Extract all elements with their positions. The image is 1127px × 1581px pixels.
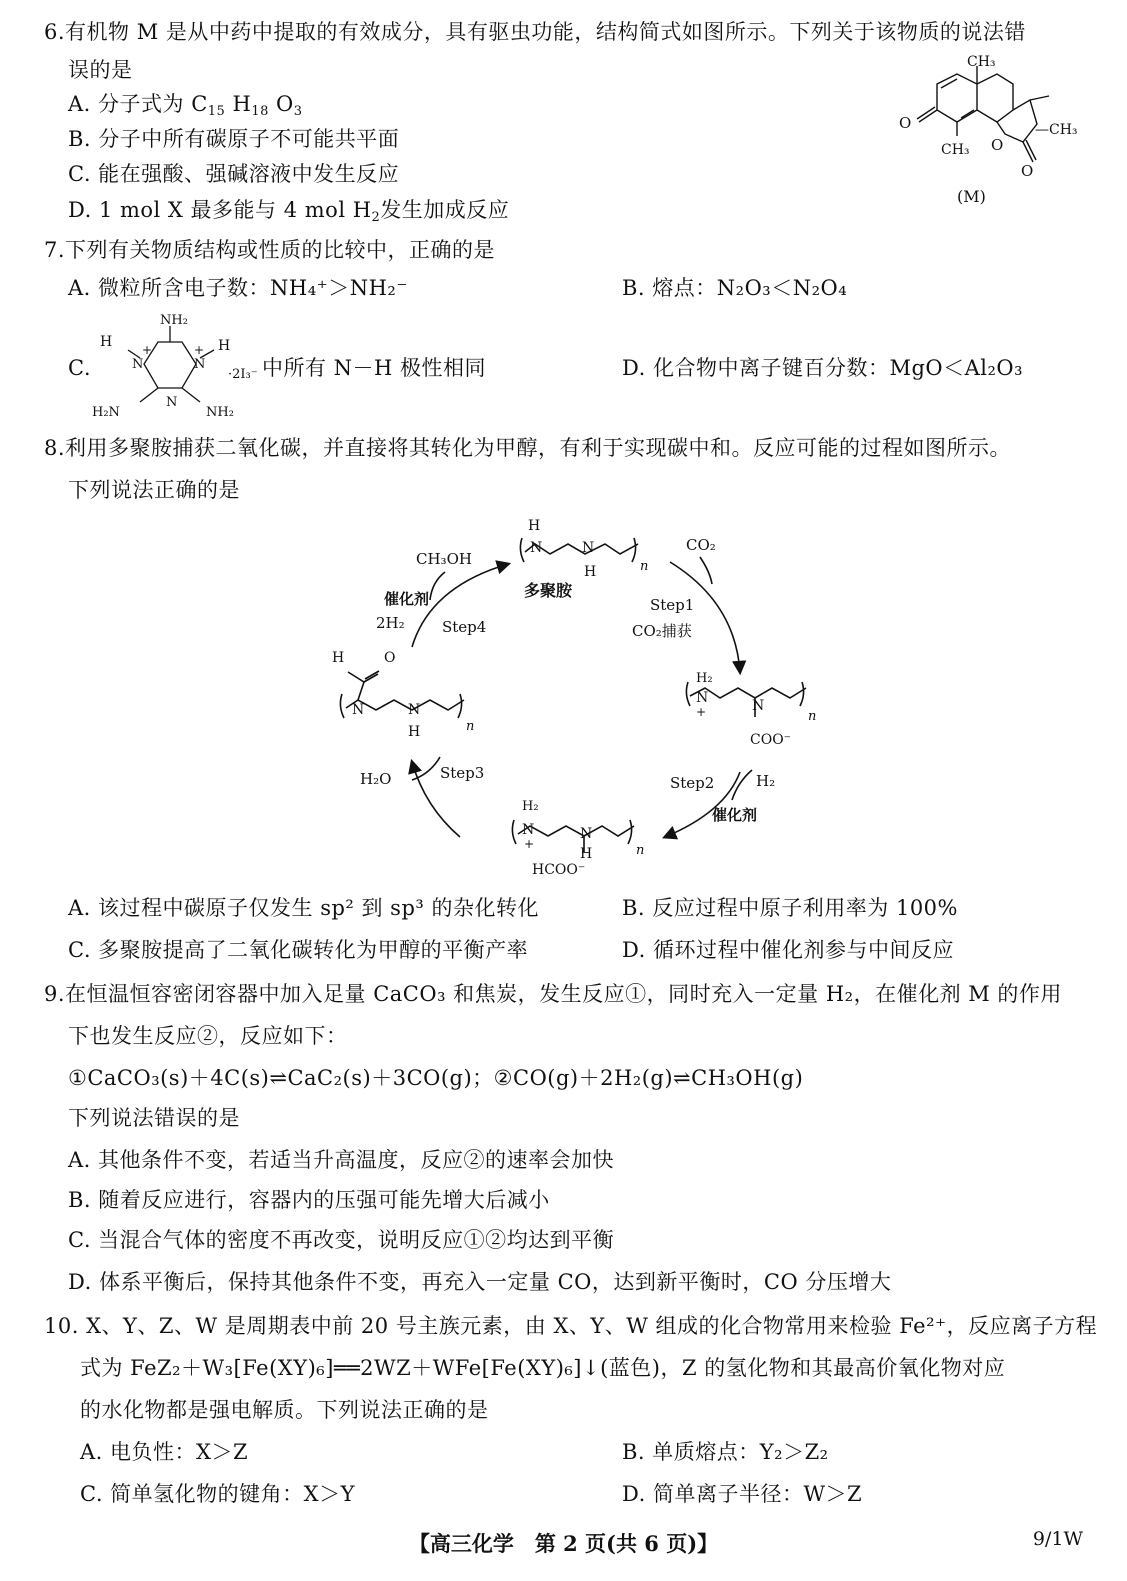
step2-label: Step2 — [670, 774, 715, 792]
triazine-cation-structure — [88, 306, 268, 424]
q8-option-c: C. 多聚胺提高了二氧化碳转化为甲醇的平衡产率 — [68, 938, 529, 962]
nh2-br-label: NH₂ — [206, 405, 234, 420]
q10-option-a: A. 电负性：X＞Z — [80, 1440, 249, 1464]
top-n2-label: N — [582, 540, 595, 556]
o-carbonyl-label: O — [1021, 162, 1034, 180]
q9-option-c: C. 当混合气体的密度不再改变，说明反应①②均达到平衡 — [68, 1228, 615, 1252]
n-right-label: N — [194, 357, 206, 372]
q6-stem-line2: 误的是 — [68, 58, 133, 82]
q10-stem-line2: 式为 FeZ₂＋W₃[Fe(XY)₆]══2WZ＋WFe[Fe(XY)₆]↓(蓝色)，Z 的氢化物和其最高价氧化物对应 — [80, 1356, 1006, 1380]
step4-label: Step4 — [442, 618, 487, 636]
q10-stem-line3: 的水化物都是强电解质。下列说法正确的是 — [80, 1398, 489, 1422]
q6-option-a: A. 分子式为 $C_{15}$ $H_{18}$ $O_3$ — [68, 92, 303, 119]
right-plus-label: + — [696, 705, 707, 719]
left-o-label: O — [384, 650, 396, 666]
q9-stem-line1: 9.在恒温恒容密闭容器中加入足量 CaCO₃ 和焦炭，发生反应①，同时充入一定量 H₂，在催化剂 M 的作用 — [44, 982, 1062, 1006]
ch3-right-label: —CH₃ — [1035, 122, 1078, 138]
q6-option-c: C. 能在强酸、强碱溶液中发生反应 — [68, 162, 400, 186]
top-h2-label: H — [584, 564, 597, 580]
bottom-h-label: H — [580, 846, 593, 862]
q10-option-c: C. 简单氢化物的键角：X＞Y — [80, 1482, 355, 1506]
ch3-bottom-label: CH₃ — [941, 142, 970, 158]
n-bottom-label: N — [166, 395, 178, 410]
q9-option-d: D. 体系平衡后，保持其他条件不变，再充入一定量 CO，达到新平衡时，CO 分压增大 — [68, 1270, 892, 1294]
bottom-n2-label: N — [580, 826, 593, 842]
step1-label: Step1 — [650, 596, 695, 614]
q10-option-d: D. 简单离子半径：W＞Z — [622, 1482, 863, 1506]
ch3oh-label: CH₃OH — [416, 550, 472, 568]
left-n2-label: N — [408, 702, 421, 718]
q8-option-a: A. 该过程中碳原子仅发生 sp² 到 sp³ 的杂化转化 — [68, 896, 539, 920]
o-ring-label: O — [991, 136, 1004, 154]
q9-option-a: A. 其他条件不变，若适当升高温度，反应②的速率会加快 — [68, 1148, 615, 1172]
plus-right-label: + — [194, 343, 205, 357]
right-n2-label: N — [752, 698, 765, 714]
q10-option-b: B. 单质熔点：Y₂＞Z₂ — [622, 1440, 829, 1464]
counter-ion-label: ·2I₃⁻ — [228, 367, 258, 382]
h2o-label: H₂O — [360, 770, 392, 788]
step4-catalyst-label: 催化剂 — [384, 590, 430, 608]
q9-stem-line2: 下也发生反应②，反应如下： — [68, 1024, 348, 1048]
q7-option-b: B. 熔点：N₂O₃＜N₂O₄ — [622, 276, 848, 300]
co2-label: CO₂ — [686, 536, 716, 554]
step3-label: Step3 — [440, 764, 485, 782]
o-left-label: O — [899, 114, 912, 132]
q9-question: 下列说法错误的是 — [68, 1106, 240, 1130]
q8-stem-line1: 8.利用多聚胺捕获二氧化碳，并直接将其转化为甲醇，有利于实现碳中和。反应可能的过程如图所示。 — [44, 436, 1012, 460]
step2-h2-label: H₂ — [756, 772, 776, 790]
coo-label: COO⁻ — [750, 732, 792, 748]
step4-2h2-label: 2H₂ — [376, 614, 405, 632]
q10-stem-line1: 10. X、Y、Z、W 是周期表中前 20 号主族元素，由 X、Y、W 组成的化合物常用来检验 Fe²⁺，反应离子方程 — [44, 1314, 1098, 1338]
h-right-label: H — [218, 338, 231, 354]
top-h-label: H — [528, 518, 541, 534]
right-n-subscript: n — [808, 709, 817, 724]
q6-option-b: B. 分子中所有碳原子不可能共平面 — [68, 127, 400, 151]
q7-option-c-text: 中所有 N－H 极性相同 — [262, 356, 487, 380]
bottom-plus-label: + — [524, 837, 535, 851]
q8-option-b: B. 反应过程中原子利用率为 100% — [622, 896, 958, 920]
h2n-label: H₂N — [92, 405, 120, 420]
top-n1-label: N — [530, 540, 543, 556]
left-n-subscript: n — [466, 719, 475, 734]
q7-option-c-label: C. — [68, 356, 91, 380]
bottom-h2-label: H₂ — [522, 799, 539, 814]
right-n1-label: N — [696, 690, 709, 706]
plus-left-label: + — [142, 343, 153, 357]
q7-option-a: A. 微粒所含电子数：NH₄⁺＞NH₂⁻ — [68, 276, 408, 300]
ch3-top-label: CH₃ — [967, 54, 996, 70]
top-n-subscript: n — [640, 559, 649, 574]
page-footer: 【高三化学 第 2 页(共 6 页)】 — [408, 1531, 719, 1556]
left-h-label: H — [332, 650, 345, 666]
hcoo-label: HCOO⁻ — [532, 862, 586, 878]
left-n1-label: N — [352, 702, 365, 718]
right-h2-label: H₂ — [696, 671, 713, 686]
n-left-label: N — [132, 357, 144, 372]
polyamine-label: 多聚胺 — [524, 581, 573, 600]
q9-equations: ①CaCO₃(s)＋4C(s)⇌CaC₂(s)＋3CO(g)；②CO(g)＋2H₂(g)⇌CH₃OH(g) — [68, 1066, 804, 1090]
q7-stem: 7.下列有关物质结构或性质的比较中，正确的是 — [44, 238, 496, 262]
step2-catalyst-label: 催化剂 — [712, 806, 758, 824]
h-left-label: H — [100, 334, 113, 350]
q6-option-d: D. 1 mol X 最多能与 4 mol $H_2$发生加成反应 — [68, 198, 510, 225]
co2-cycle-diagram — [320, 512, 820, 884]
bottom-n1-label: N — [522, 822, 535, 838]
q7-option-d: D. 化合物中离子键百分数：MgO＜Al₂O₃ — [622, 356, 1024, 380]
page-code: 9/1W — [1032, 1528, 1083, 1550]
q6-stem-line1: 6.有机物 M 是从中药中提取的有效成分，具有驱虫功能，结构简式如图所示。下列关于该物质的说法错 — [44, 20, 1026, 44]
step1-desc-label: CO₂捕获 — [632, 622, 692, 640]
left-h2-label: H — [408, 724, 421, 740]
q8-stem-line2: 下列说法正确的是 — [68, 478, 240, 502]
nh2-top-label: NH₂ — [160, 313, 188, 328]
compound-m-structure — [885, 52, 1085, 210]
compound-m-caption: (M) — [957, 187, 986, 206]
q8-option-d: D. 循环过程中催化剂参与中间反应 — [622, 938, 954, 962]
bottom-n-subscript: n — [636, 843, 645, 858]
q9-option-b: B. 随着反应进行，容器内的压强可能先增大后减小 — [68, 1188, 550, 1212]
